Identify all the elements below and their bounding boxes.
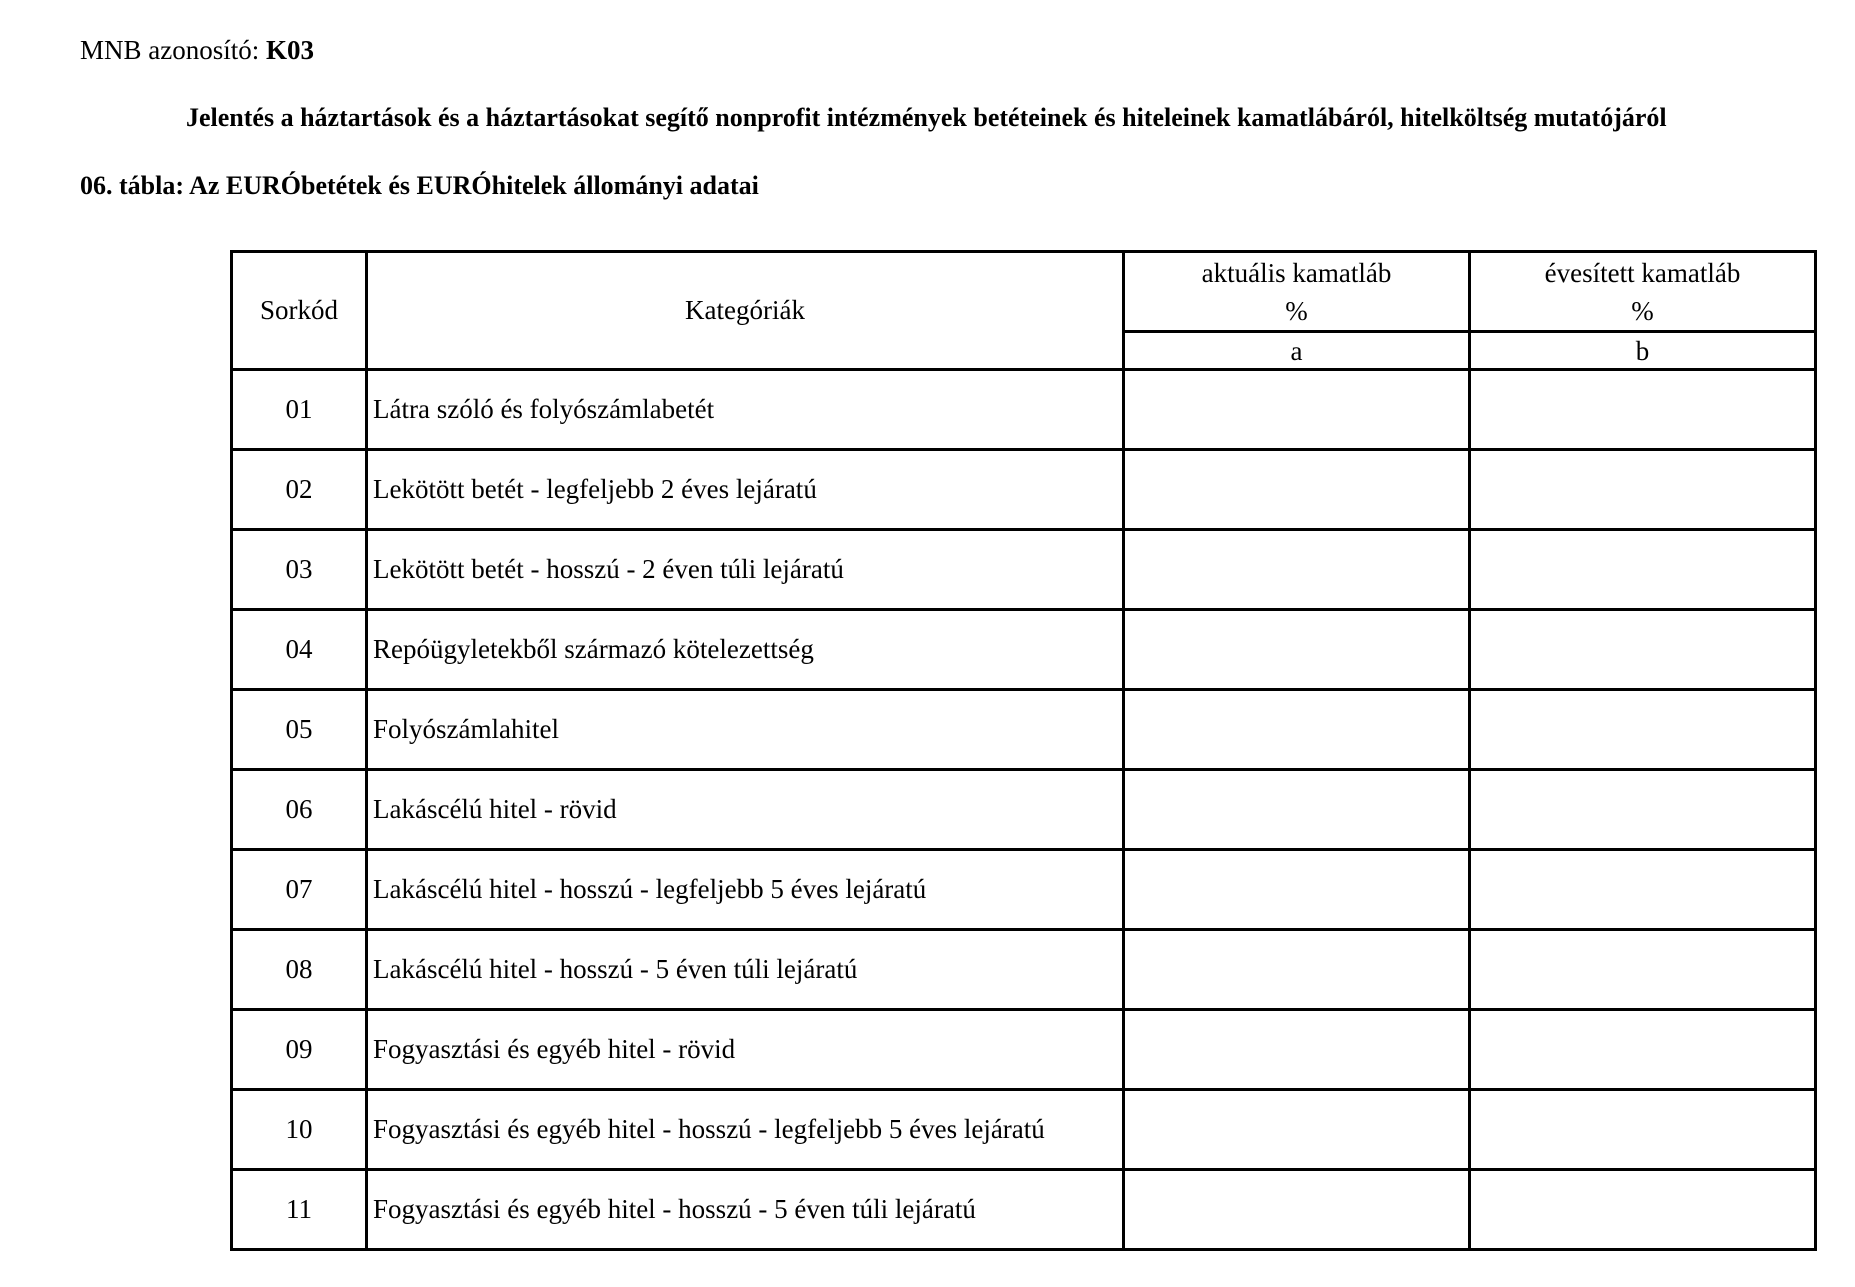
row-category: Lekötött betét - hosszú - 2 éven túli lejáratú	[367, 530, 1124, 610]
row-code: 05	[232, 690, 367, 770]
row-code: 06	[232, 770, 367, 850]
header-kategoriak: Kategóriák	[367, 252, 1124, 370]
header-letter-a: a	[1124, 332, 1470, 370]
interest-rate-table	[230, 250, 1817, 1251]
cell-aktualis-kamatlab	[1124, 1010, 1470, 1090]
cell-aktualis-kamatlab	[1124, 610, 1470, 690]
cell-evesitett-kamatlab	[1470, 770, 1816, 850]
cell-aktualis-kamatlab	[1124, 850, 1470, 930]
row-category: Folyószámlahitel	[367, 690, 1124, 770]
table-row	[232, 610, 1816, 690]
table-row	[232, 1090, 1816, 1170]
table-title: 06. tábla: Az EURÓbetétek és EURÓhitelek állományi adatai	[80, 171, 759, 200]
cell-aktualis-kamatlab	[1124, 450, 1470, 530]
cell-evesitett-kamatlab	[1470, 850, 1816, 930]
table-body	[232, 370, 1816, 1250]
header-letter-b: b	[1470, 332, 1816, 370]
row-category: Lekötött betét - legfeljebb 2 éves lejáratú	[367, 450, 1124, 530]
table-row	[232, 1170, 1816, 1250]
cell-evesitett-kamatlab	[1470, 690, 1816, 770]
header-sorkod: Sorkód	[232, 252, 367, 370]
row-code: 04	[232, 610, 367, 690]
row-category: Fogyasztási és egyéb hitel - hosszú - legfeljebb 5 éves lejáratú	[367, 1090, 1124, 1170]
cell-aktualis-kamatlab	[1124, 770, 1470, 850]
report-title: Jelentés a háztartások és a háztartásokat segítő nonprofit intézmények betéteinek és hiteleinek kamatlábáról, hitelköltség mutatójáról	[186, 103, 1667, 132]
cell-aktualis-kamatlab	[1124, 1090, 1470, 1170]
mnb-identifier-code: K03	[266, 35, 315, 65]
row-code: 09	[232, 1010, 367, 1090]
table-row	[232, 450, 1816, 530]
row-category: Fogyasztási és egyéb hitel - hosszú - 5 éven túli lejáratú	[367, 1170, 1124, 1250]
row-code: 07	[232, 850, 367, 930]
row-category: Fogyasztási és egyéb hitel - rövid	[367, 1010, 1124, 1090]
header-aktualis-kamatlab	[1124, 252, 1470, 332]
table-row	[232, 850, 1816, 930]
cell-aktualis-kamatlab	[1124, 530, 1470, 610]
row-code: 08	[232, 930, 367, 1010]
mnb-identifier-label: MNB azonosító:	[80, 35, 260, 65]
row-category: Repóügyletekből származó kötelezettség	[367, 610, 1124, 690]
header-aktualis-unit: %	[1285, 295, 1308, 326]
cell-evesitett-kamatlab	[1470, 930, 1816, 1010]
table-row	[232, 690, 1816, 770]
table-row	[232, 770, 1816, 850]
table-header-row	[232, 252, 1816, 332]
cell-aktualis-kamatlab	[1124, 1170, 1470, 1250]
row-category: Lakáscélú hitel - hosszú - legfeljebb 5 éves lejáratú	[367, 850, 1124, 930]
row-category: Lakáscélú hitel - rövid	[367, 770, 1124, 850]
header-evesitett-unit: %	[1631, 295, 1654, 326]
table-row	[232, 370, 1816, 450]
row-code: 03	[232, 530, 367, 610]
header-aktualis-title: aktuális kamatláb	[1201, 257, 1392, 288]
row-code: 10	[232, 1090, 367, 1170]
cell-aktualis-kamatlab	[1124, 930, 1470, 1010]
header-evesitett-kamatlab	[1470, 252, 1816, 332]
cell-evesitett-kamatlab	[1470, 530, 1816, 610]
cell-evesitett-kamatlab	[1470, 1010, 1816, 1090]
row-code: 11	[232, 1170, 367, 1250]
row-code: 01	[232, 370, 367, 450]
mnb-identifier	[80, 30, 314, 70]
row-code: 02	[232, 450, 367, 530]
header-evesitett-title: évesített kamatláb	[1544, 257, 1741, 288]
table-row	[232, 530, 1816, 610]
cell-evesitett-kamatlab	[1470, 610, 1816, 690]
cell-evesitett-kamatlab	[1470, 1090, 1816, 1170]
row-category: Lakáscélú hitel - hosszú - 5 éven túli lejáratú	[367, 930, 1124, 1010]
table-row	[232, 1010, 1816, 1090]
cell-evesitett-kamatlab	[1470, 370, 1816, 450]
row-category: Látra szóló és folyószámlabetét	[367, 370, 1124, 450]
table-row	[232, 930, 1816, 1010]
cell-aktualis-kamatlab	[1124, 370, 1470, 450]
cell-evesitett-kamatlab	[1470, 1170, 1816, 1250]
cell-evesitett-kamatlab	[1470, 450, 1816, 530]
cell-aktualis-kamatlab	[1124, 690, 1470, 770]
